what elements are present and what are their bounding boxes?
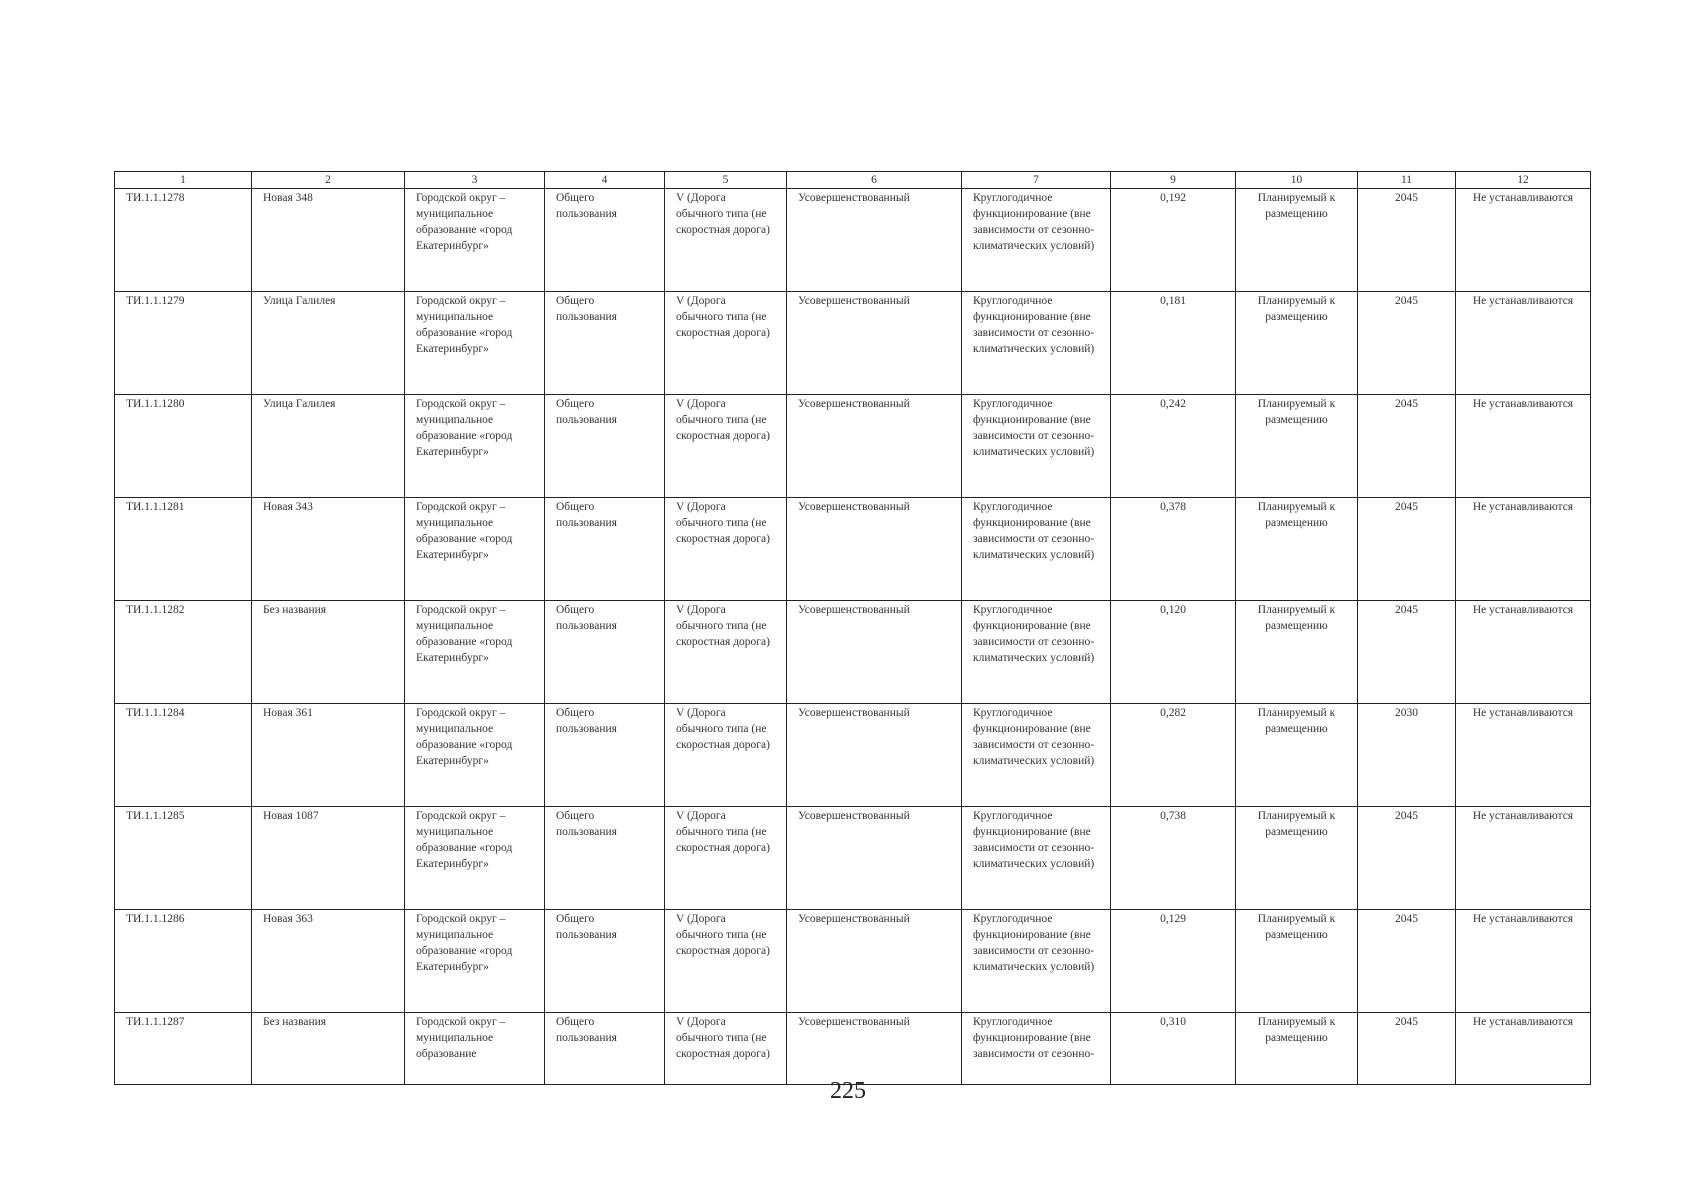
cell-length: 0,120 xyxy=(1111,601,1236,704)
cell-surface: Усовершенствованный xyxy=(787,292,962,395)
cell-id: ТИ.1.1.1279 xyxy=(115,292,252,395)
cell-purpose: Общего пользования xyxy=(545,1013,665,1085)
cell-length: 0,192 xyxy=(1111,189,1236,292)
cell-category: V (Дорога обычного типа (не скоростная дорога) xyxy=(665,807,787,910)
cell-year: 2045 xyxy=(1358,189,1456,292)
cell-surface: Усовершенствованный xyxy=(787,910,962,1013)
cell-location: Городской округ – муниципальное образование xyxy=(405,1013,545,1085)
cell-operation: Круглогодичное функционирование (вне зависимости от сезонно-климатических условий) xyxy=(962,601,1111,704)
header-col-6: 6 xyxy=(787,172,962,189)
cell-length: 0,378 xyxy=(1111,498,1236,601)
cell-surface: Усовершенствованный xyxy=(787,601,962,704)
cell-zones: Не устанавливаются xyxy=(1456,1013,1591,1085)
cell-zones: Не устанавливаются xyxy=(1456,498,1591,601)
cell-purpose: Общего пользования xyxy=(545,189,665,292)
cell-purpose: Общего пользования xyxy=(545,601,665,704)
cell-length: 0,282 xyxy=(1111,704,1236,807)
cell-operation: Круглогодичное функционирование (вне зависимости от сезонно-климатических условий) xyxy=(962,292,1111,395)
cell-length: 0,738 xyxy=(1111,807,1236,910)
cell-year: 2045 xyxy=(1358,395,1456,498)
cell-status: Планируемый к размещению xyxy=(1236,807,1358,910)
cell-category: V (Дорога обычного типа (не скоростная дорога) xyxy=(665,704,787,807)
cell-name: Улица Галилея xyxy=(252,292,405,395)
table-row xyxy=(115,1013,1591,1085)
cell-surface: Усовершенствованный xyxy=(787,1013,962,1085)
cell-name: Без названия xyxy=(252,601,405,704)
cell-operation: Круглогодичное функционирование (вне зависимости от сезонно-климатических условий) xyxy=(962,807,1111,910)
cell-category: V (Дорога обычного типа (не скоростная дорога) xyxy=(665,910,787,1013)
cell-operation: Круглогодичное функционирование (вне зависимости от сезонно-климатических условий) xyxy=(962,910,1111,1013)
cell-zones: Не устанавливаются xyxy=(1456,292,1591,395)
cell-id: ТИ.1.1.1286 xyxy=(115,910,252,1013)
header-col-4: 4 xyxy=(545,172,665,189)
cell-purpose: Общего пользования xyxy=(545,292,665,395)
cell-status: Планируемый к размещению xyxy=(1236,395,1358,498)
cell-id: ТИ.1.1.1281 xyxy=(115,498,252,601)
cell-status: Планируемый к размещению xyxy=(1236,910,1358,1013)
cell-year: 2045 xyxy=(1358,807,1456,910)
objects-table xyxy=(114,171,1591,1085)
cell-year: 2045 xyxy=(1358,498,1456,601)
table-row xyxy=(115,704,1591,807)
cell-category: V (Дорога обычного типа (не скоростная дорога) xyxy=(665,1013,787,1085)
cell-location: Городской округ – муниципальное образование «город Екатеринбург» xyxy=(405,910,545,1013)
cell-status: Планируемый к размещению xyxy=(1236,292,1358,395)
cell-status: Планируемый к размещению xyxy=(1236,498,1358,601)
cell-surface: Усовершенствованный xyxy=(787,498,962,601)
header-col-12: 12 xyxy=(1456,172,1591,189)
header-row xyxy=(115,172,1591,189)
cell-zones: Не устанавливаются xyxy=(1456,807,1591,910)
cell-surface: Усовершенствованный xyxy=(787,395,962,498)
cell-operation: Круглогодичное функционирование (вне зависимости от сезонно-климатических условий) xyxy=(962,704,1111,807)
cell-id: ТИ.1.1.1278 xyxy=(115,189,252,292)
header-col-10: 10 xyxy=(1236,172,1358,189)
cell-name: Новая 343 xyxy=(252,498,405,601)
cell-status: Планируемый к размещению xyxy=(1236,1013,1358,1085)
cell-surface: Усовершенствованный xyxy=(787,807,962,910)
table-row xyxy=(115,807,1591,910)
header-col-11: 11 xyxy=(1358,172,1456,189)
cell-surface: Усовершенствованный xyxy=(787,189,962,292)
header-col-7: 7 xyxy=(962,172,1111,189)
cell-location: Городской округ – муниципальное образование «город Екатеринбург» xyxy=(405,704,545,807)
table-row xyxy=(115,395,1591,498)
cell-operation: Круглогодичное функционирование (вне зависимости от сезонно-климатических условий) xyxy=(962,498,1111,601)
cell-id: ТИ.1.1.1287 xyxy=(115,1013,252,1085)
cell-category: V (Дорога обычного типа (не скоростная дорога) xyxy=(665,292,787,395)
cell-year: 2045 xyxy=(1358,292,1456,395)
table-row xyxy=(115,292,1591,395)
cell-length: 0,242 xyxy=(1111,395,1236,498)
cell-name: Новая 348 xyxy=(252,189,405,292)
cell-operation: Круглогодичное функционирование (вне зависимости от сезонно-климатических условий) xyxy=(962,189,1111,292)
cell-purpose: Общего пользования xyxy=(545,704,665,807)
header-col-1: 1 xyxy=(115,172,252,189)
cell-length: 0,310 xyxy=(1111,1013,1236,1085)
table-body xyxy=(115,189,1591,1085)
cell-name: Новая 361 xyxy=(252,704,405,807)
cell-name: Новая 363 xyxy=(252,910,405,1013)
cell-name: Без названия xyxy=(252,1013,405,1085)
cell-surface: Усовершенствованный xyxy=(787,704,962,807)
table-row xyxy=(115,601,1591,704)
cell-zones: Не устанавливаются xyxy=(1456,601,1591,704)
cell-zones: Не устанавливаются xyxy=(1456,395,1591,498)
cell-length: 0,129 xyxy=(1111,910,1236,1013)
header-col-5: 5 xyxy=(665,172,787,189)
header-col-3: 3 xyxy=(405,172,545,189)
cell-id: ТИ.1.1.1282 xyxy=(115,601,252,704)
cell-location: Городской округ – муниципальное образование «город Екатеринбург» xyxy=(405,189,545,292)
cell-status: Планируемый к размещению xyxy=(1236,704,1358,807)
cell-zones: Не устанавливаются xyxy=(1456,910,1591,1013)
cell-operation: Круглогодичное функционирование (вне зависимости от сезонно-климатических условий) xyxy=(962,395,1111,498)
cell-year: 2045 xyxy=(1358,601,1456,704)
cell-location: Городской округ – муниципальное образование «город Екатеринбург» xyxy=(405,292,545,395)
cell-category: V (Дорога обычного типа (не скоростная дорога) xyxy=(665,189,787,292)
cell-category: V (Дорога обычного типа (не скоростная дорога) xyxy=(665,395,787,498)
cell-name: Улица Галилея xyxy=(252,395,405,498)
cell-year: 2045 xyxy=(1358,1013,1456,1085)
header-col-2: 2 xyxy=(252,172,405,189)
header-col-9: 9 xyxy=(1111,172,1236,189)
cell-location: Городской округ – муниципальное образование «город Екатеринбург» xyxy=(405,601,545,704)
cell-zones: Не устанавливаются xyxy=(1456,704,1591,807)
cell-location: Городской округ – муниципальное образование «город Екатеринбург» xyxy=(405,498,545,601)
cell-id: ТИ.1.1.1285 xyxy=(115,807,252,910)
cell-id: ТИ.1.1.1284 xyxy=(115,704,252,807)
cell-purpose: Общего пользования xyxy=(545,910,665,1013)
table-row xyxy=(115,189,1591,292)
cell-location: Городской округ – муниципальное образование «город Екатеринбург» xyxy=(405,395,545,498)
cell-purpose: Общего пользования xyxy=(545,395,665,498)
cell-zones: Не устанавливаются xyxy=(1456,189,1591,292)
cell-category: V (Дорога обычного типа (не скоростная дорога) xyxy=(665,498,787,601)
cell-purpose: Общего пользования xyxy=(545,498,665,601)
page-number: 225 xyxy=(830,1078,866,1104)
table-row xyxy=(115,498,1591,601)
cell-year: 2030 xyxy=(1358,704,1456,807)
cell-status: Планируемый к размещению xyxy=(1236,189,1358,292)
cell-year: 2045 xyxy=(1358,910,1456,1013)
cell-status: Планируемый к размещению xyxy=(1236,601,1358,704)
table-header xyxy=(115,172,1591,189)
cell-purpose: Общего пользования xyxy=(545,807,665,910)
cell-location: Городской округ – муниципальное образование «город Екатеринбург» xyxy=(405,807,545,910)
cell-category: V (Дорога обычного типа (не скоростная дорога) xyxy=(665,601,787,704)
cell-length: 0,181 xyxy=(1111,292,1236,395)
table-row xyxy=(115,910,1591,1013)
cell-name: Новая 1087 xyxy=(252,807,405,910)
cell-operation: Круглогодичное функционирование (вне зависимости от сезонно- xyxy=(962,1013,1111,1085)
cell-id: ТИ.1.1.1280 xyxy=(115,395,252,498)
